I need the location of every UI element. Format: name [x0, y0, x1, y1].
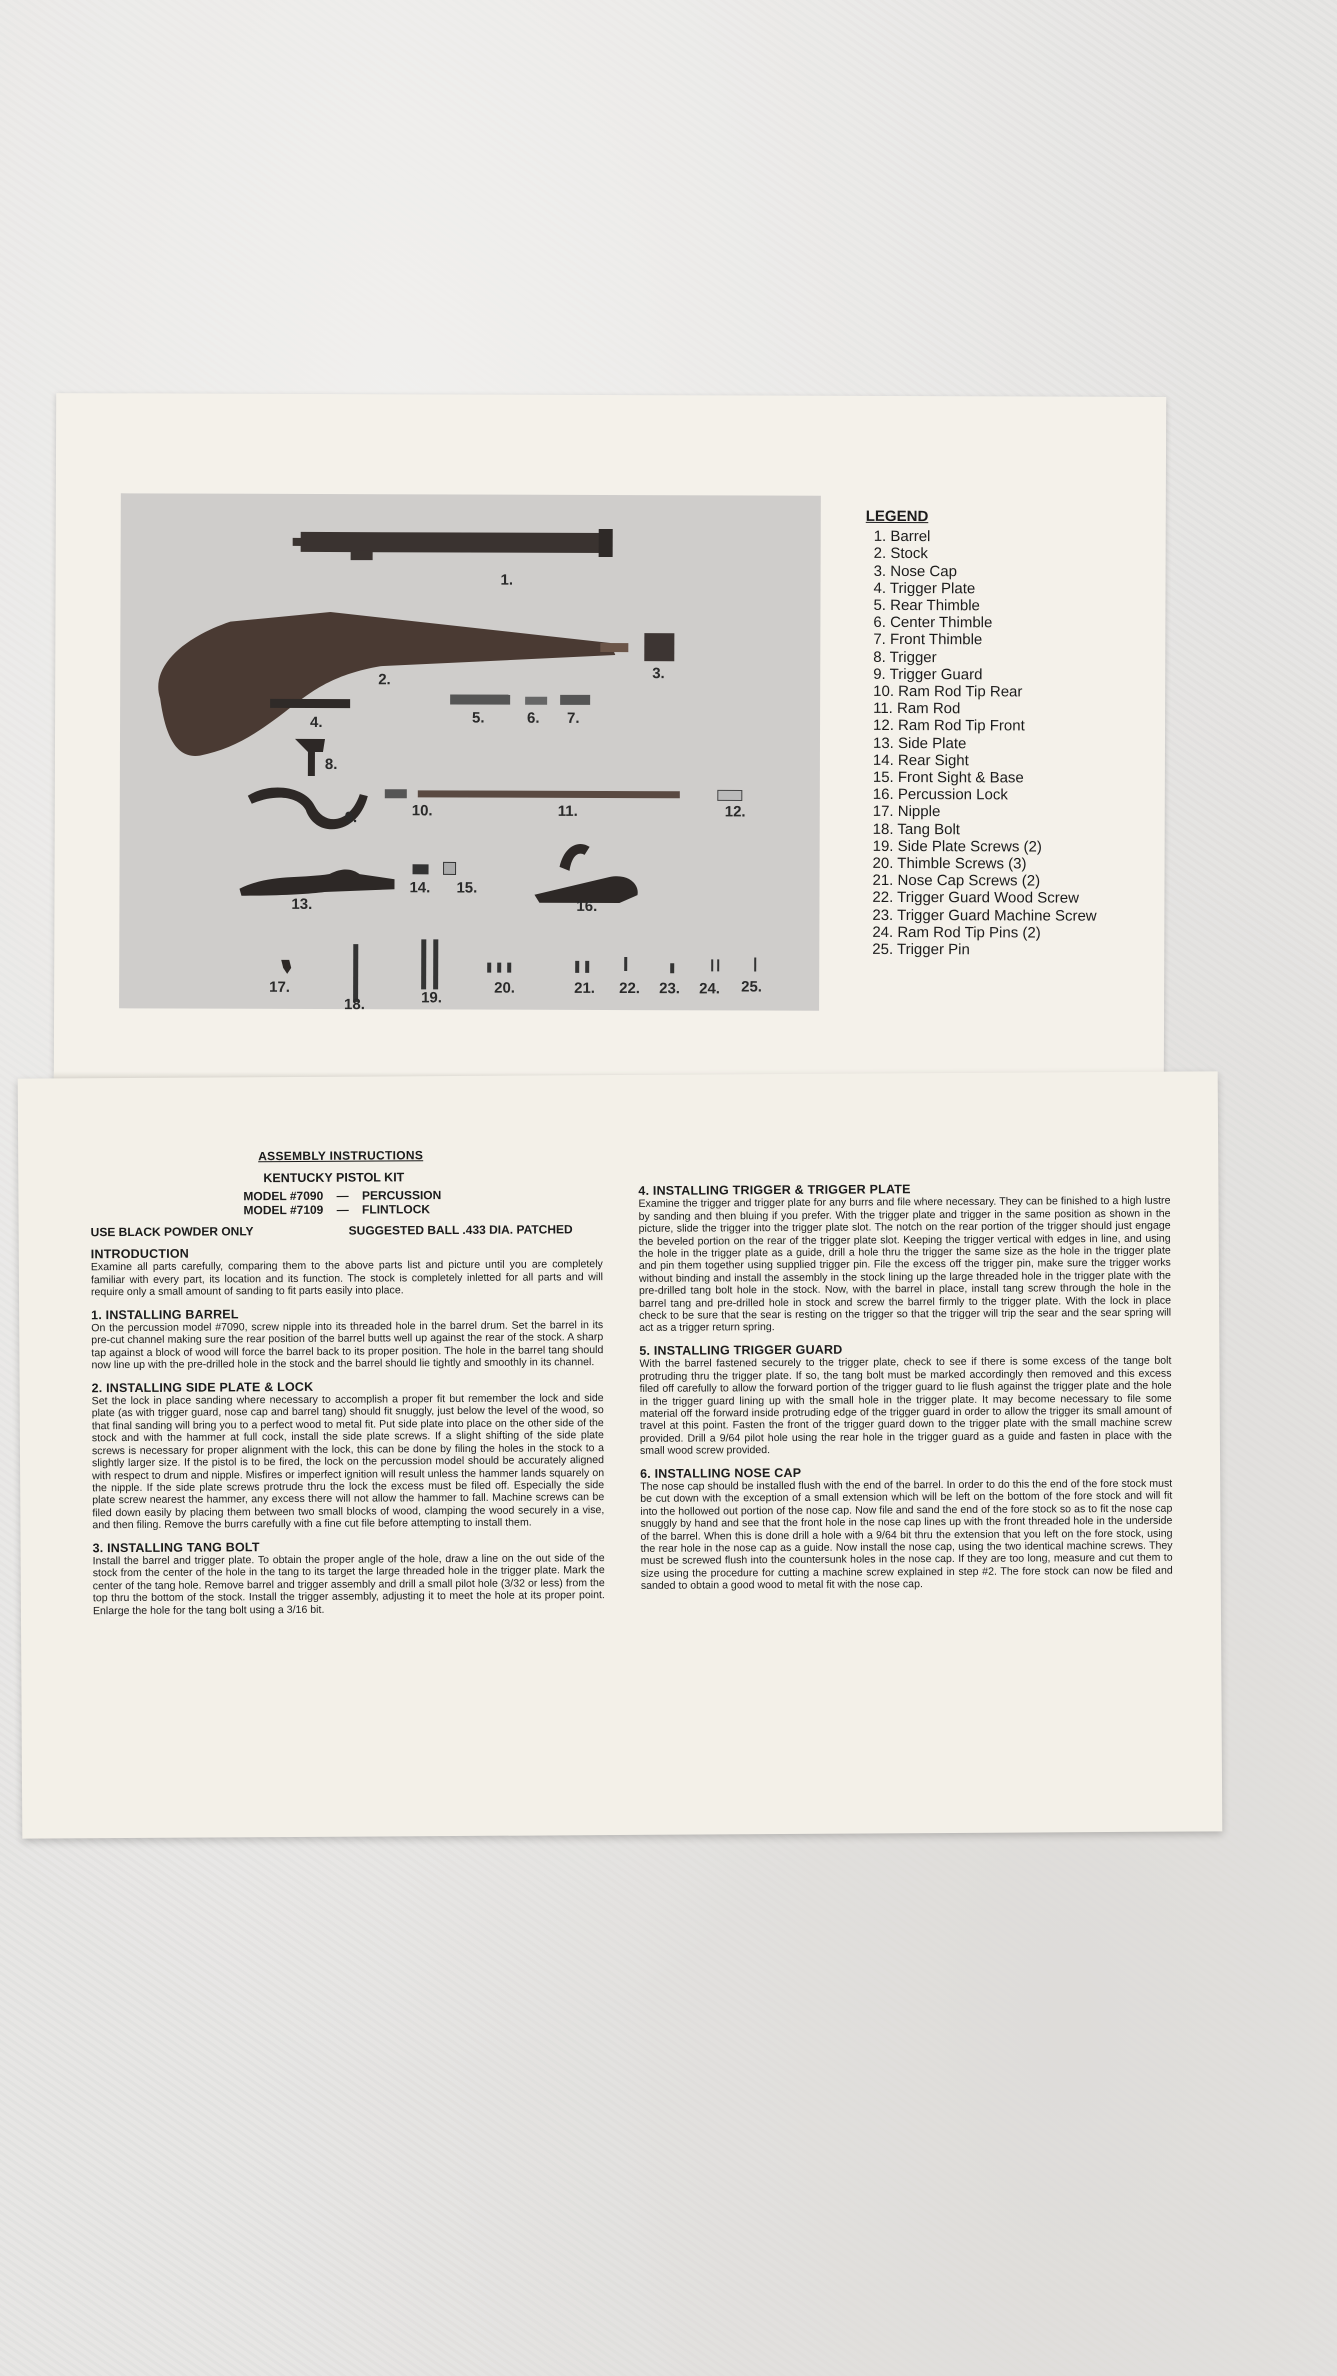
- photo-label-12: 12.: [724, 803, 746, 821]
- legend-item: 20. Thimble Screws (3): [872, 854, 1027, 873]
- photo-label-14: 14.: [409, 879, 431, 897]
- parts-photo-drawing: [119, 493, 821, 1010]
- legend-item: 3. Nose Cap: [873, 562, 958, 580]
- trigger-guard-wood-screw-image: [624, 957, 627, 971]
- front-sight-image: [444, 862, 456, 874]
- section-installing-trigger-guard: [639, 1342, 1172, 1458]
- instructions-left-column: [91, 1245, 605, 1627]
- model-row: [243, 1188, 441, 1203]
- trigger-plate-image: [270, 699, 350, 708]
- section-body: With the barrel fastened securely to the trigger plate, check to see if there is some excess of the tange bolt protruding thru the trigger plate. If so, the tang bolt must be marked accordingly then removed and this excess filed off carefully to allow the forward portion of the trigger guard to lie flush against the trigger plate and the hole in the trigger guard lining up with the small hole in the trigger plate. It may become necessary to file some material off the forward inside protruding edge of the trigger guard in order to allow the trigger its small amount of travel at this point. Fasten the front of the trigger guard down to the trigger plate with the small machine screw provided. Drill a 9/64 pilot hole using the rear hole in the trigger guard as a guide and fasten in place with the small wood screw provided.: [639, 1354, 1172, 1458]
- model-dash: —: [336, 1202, 349, 1217]
- parts-legend: [864, 508, 1166, 959]
- ram-rod-tip-pins-image: [711, 959, 719, 971]
- photo-label-7: 7.: [567, 709, 580, 727]
- legend-item: 8. Trigger: [873, 648, 937, 666]
- section-heading: INTRODUCTION: [90, 1246, 190, 1262]
- legend-item: 19. Side Plate Screws (2): [872, 837, 1042, 856]
- photo-label-11: 11.: [557, 802, 578, 820]
- model-type: FLINTLOCK: [361, 1202, 431, 1217]
- side-plate-image: [239, 869, 394, 896]
- legend-item: 25. Trigger Pin: [872, 940, 970, 959]
- model-type: PERCUSSION: [361, 1188, 442, 1203]
- parts-photo: [119, 493, 821, 1014]
- rear-thimble-image: [450, 694, 510, 704]
- legend-item: 11. Ram Rod: [873, 700, 961, 718]
- photo-label-22: 22.: [619, 980, 641, 998]
- nose-cap-image: [644, 633, 674, 661]
- model-number: MODEL #7090: [243, 1188, 324, 1204]
- section-installing-tang-bolt: [93, 1539, 605, 1618]
- photo-label-21: 21.: [574, 979, 596, 997]
- photo-label-16: 16.: [576, 897, 598, 915]
- front-thimble-image: [560, 695, 590, 705]
- legend-item: 10. Ram Rod Tip Rear: [873, 682, 1023, 701]
- photo-label-1: 1.: [500, 571, 514, 589]
- photo-label-5: 5.: [472, 709, 485, 727]
- photo-label-3: 3.: [652, 665, 665, 683]
- photo-label-15: 15.: [456, 879, 478, 897]
- section-body: Set the lock in place sanding where necessary to accomplish a proper fit but remember the lock and side plate (as with trigger guard, nose cap and barrel tang) should fit snuggly, just below the level of the wood, so that final sanding will bring you to a perfect wood to metal fit. Put side plate into place on the other side of the stock and with the hammer at full cock, install the side plate screws. If a slight shifting of the side plate screws is necessary for proper alignment with the lock, this can be done by filing the holes in the stock to a slightly larger size. If the pistol is to be fired, the lock on the percussion model should be accurately aligned with respect to drum and nipple. Misfires or imperfect ignition will result unless the hammer lands squarely on the nipple. If the side plate screws protrude thru the lock the excess must be filed off. Especially the side plate screw nearest the hammer, any excess there will not allow the hammer to fall. Machine screws can be filed down easily by placing them between two small blocks of wood, clamping the wood securely in a vise, and then filing. Remove the burrs carefully with a fine cut file before attempting to install them.: [91, 1392, 605, 1532]
- model-row: [243, 1202, 441, 1217]
- legend-item: 14. Rear Sight: [872, 751, 969, 770]
- photo-label-10: 10.: [411, 802, 433, 820]
- ram-rod-image: [418, 790, 680, 798]
- center-thimble-image: [525, 697, 547, 705]
- section-installing-trigger: [638, 1182, 1171, 1335]
- powder-warning: USE BLACK POWDER ONLY: [90, 1224, 254, 1240]
- photo-label-24: 24.: [699, 980, 721, 998]
- model-dash: —: [336, 1188, 349, 1203]
- photo-label-13: 13.: [291, 895, 313, 913]
- model-list: [243, 1188, 441, 1217]
- photo-label-23: 23.: [659, 980, 681, 998]
- legend-item: 2. Stock: [873, 545, 928, 563]
- photo-label-6: 6.: [527, 709, 540, 727]
- legend-item: 16. Percussion Lock: [872, 786, 1008, 804]
- legend-item: 13. Side Plate: [872, 734, 967, 752]
- legend-title: LEGEND: [865, 507, 929, 526]
- legend-item: 22. Trigger Guard Wood Screw: [872, 889, 1079, 908]
- photo-label-18: 18.: [344, 996, 365, 1014]
- section-body: Install the barrel and trigger plate. To obtain the proper angle of the hole, draw a line on the out side of the stock from the center of the hole in the tang to its target the large threaded hole in the trigger plate. Mark the center of the tang hole. Remove barrel and trigger assembly and drill a small pilot hole (3/32 or less) from the top thru the bottom of the stock. Install the trigger assembly, adjusting it to meet the hole at its proper point. Enlarge the hole for the tang bolt using a 3/16 bit.: [92, 1552, 605, 1617]
- legend-item: 9. Trigger Guard: [873, 665, 983, 684]
- section-heading: 5. INSTALLING TRIGGER GUARD: [639, 1342, 843, 1358]
- parts-sheet: [54, 393, 1166, 1087]
- photo-label-8: 8.: [324, 756, 338, 774]
- legend-item: 24. Ram Rod Tip Pins (2): [872, 923, 1041, 942]
- photo-label-17: 17.: [269, 978, 291, 996]
- legend-item: 7. Front Thimble: [873, 631, 983, 649]
- section-installing-nose-cap: [640, 1464, 1173, 1592]
- instructions-right-column: [638, 1182, 1173, 1603]
- legend-item: 1. Barrel: [873, 528, 931, 546]
- legend-item: 23. Trigger Guard Machine Screw: [872, 906, 1097, 925]
- legend-item: 17. Nipple: [872, 803, 941, 821]
- trigger-pin-image: [754, 958, 756, 972]
- model-number: MODEL #7109: [243, 1202, 324, 1218]
- section-heading: 3. INSTALLING TANG BOLT: [92, 1539, 260, 1555]
- nipple-image: [281, 960, 291, 974]
- legend-item: 21. Nose Cap Screws (2): [872, 872, 1041, 890]
- photo-label-2: 2.: [378, 671, 391, 689]
- section-installing-side-plate: [92, 1379, 605, 1532]
- photo-label-19: 19.: [421, 989, 442, 1007]
- section-body: Examine all parts carefully, comparing them to the above parts list and picture until you are completely familiar with every part, its location and its function. The stock is completely inletted for all parts and will require only a small amount of sanding to fit parts easily into place.: [90, 1258, 603, 1299]
- photo-label-25: 25.: [741, 978, 763, 996]
- section-body: On the percussion model #7090, screw nipple into its threaded hole in the barrel drum. Set the barrel in its pre-cut channel making sure the rear position of the barrel butts well up against the rear of the stock. A sharp tap against a block of wood will force the barrel back to its proper position. The hole in the barrel tang should now line up with the pre-drilled hole in the stock and the barrel should lie tightly and smoothly in its channel.: [91, 1319, 604, 1372]
- kit-title: KENTUCKY PISTOL KIT: [263, 1170, 405, 1186]
- section-body: The nose cap should be installed flush with the end of the barrel. In order to do this the end of the fore stock must be cut down with the exception of a small extension which will be left on the bottom of the fore stock and will fit into the hollowed out portion of the nose cap. Now file and sand the end of the fore stock so as to fit the nose cap snuggly by hand and see that the front hole in the nose cap lines up with the front threaded hole in the underside of the barrel. When this is done drill a hole with a 9/64 bit thru the extension that you left on the fore stock, using the rear hole in the nose cap as a guide. Now install the nose cap, using the two identical machine screws. They must be screwed flush into the countersunk holes in the nose cap. If they are too long, measure and cut them to size using the procedure for cutting a machine screw explained in step #2. The fore stock can now be filed and sanded to obtain a good wood to metal fit with the nose cap.: [640, 1477, 1173, 1593]
- photo-label-20: 20.: [494, 979, 516, 997]
- section-installing-barrel: [91, 1306, 603, 1372]
- trigger-image: [295, 739, 325, 776]
- document-title: ASSEMBLY INSTRUCTIONS: [258, 1148, 424, 1164]
- legend-item: 4. Trigger Plate: [873, 579, 976, 598]
- legend-item: 15. Front Sight & Base: [872, 768, 1024, 787]
- section-introduction: [91, 1245, 603, 1299]
- instructions-sheet: [18, 1071, 1223, 1838]
- section-body: Examine the trigger and trigger plate for any burrs and file where necessary. They can be finished to a high lustre by sanding and then bluing if you prefer. With the trigger plate and trigger in the same position as shown in the picture, slide the trigger into the trigger plate slot. The notch on the rear portion of the trigger should just engage the beveled portion on the rear of the trigger plate slot. Keeping the trigger vertical with edges in line, and using the hole in the trigger plate as a guide, drill a hole thru the trigger the same size as the hole in the trigger plate and pin them together using supplied trigger pin. File the excess off the trigger pin, make sure the trigger works without binding and install the assembly in the stock lining up the large threaded hole in the trigger plate with the pre-drilled tang bolt hole in the stock. Now, with the barrel in place, install tang screw through the hole in the barrel tang and pre-drilled hole in stock and screw the barrel firmly to the trigger plate. With the lock in place check to be sure that the sear is resting on the trigger so that the trigger will trip the sear and the sear spring will act as a trigger return spring.: [638, 1195, 1172, 1335]
- legend-item: 18. Tang Bolt: [872, 820, 961, 838]
- legend-item: 12. Ram Rod Tip Front: [873, 717, 1025, 735]
- stock-image: [158, 611, 628, 757]
- barrel-image: [293, 528, 613, 561]
- ram-rod-tip-front-image: [718, 790, 742, 800]
- section-heading: 1. INSTALLING BARREL: [91, 1306, 239, 1322]
- legend-item: 5. Rear Thimble: [873, 596, 980, 615]
- tang-bolt-image: [353, 944, 358, 1002]
- ram-rod-tip-rear-image: [385, 789, 407, 798]
- trigger-guard-machine-screw-image: [670, 963, 674, 973]
- section-heading: 2. INSTALLING SIDE PLATE & LOCK: [91, 1379, 314, 1395]
- section-heading: 6. INSTALLING NOSE CAP: [640, 1465, 802, 1481]
- side-plate-screw-image: [421, 939, 426, 989]
- nose-cap-screws-image: [575, 961, 589, 973]
- photo-label-9: 9.: [344, 809, 358, 827]
- legend-item: 6. Center Thimble: [873, 614, 993, 632]
- ball-size: SUGGESTED BALL .433 DIA. PATCHED: [348, 1222, 573, 1238]
- rear-sight-image: [413, 864, 429, 874]
- thimble-screws-image: [487, 963, 511, 973]
- photo-label-4: 4.: [310, 713, 323, 731]
- section-heading: 4. INSTALLING TRIGGER & TRIGGER PLATE: [638, 1182, 911, 1198]
